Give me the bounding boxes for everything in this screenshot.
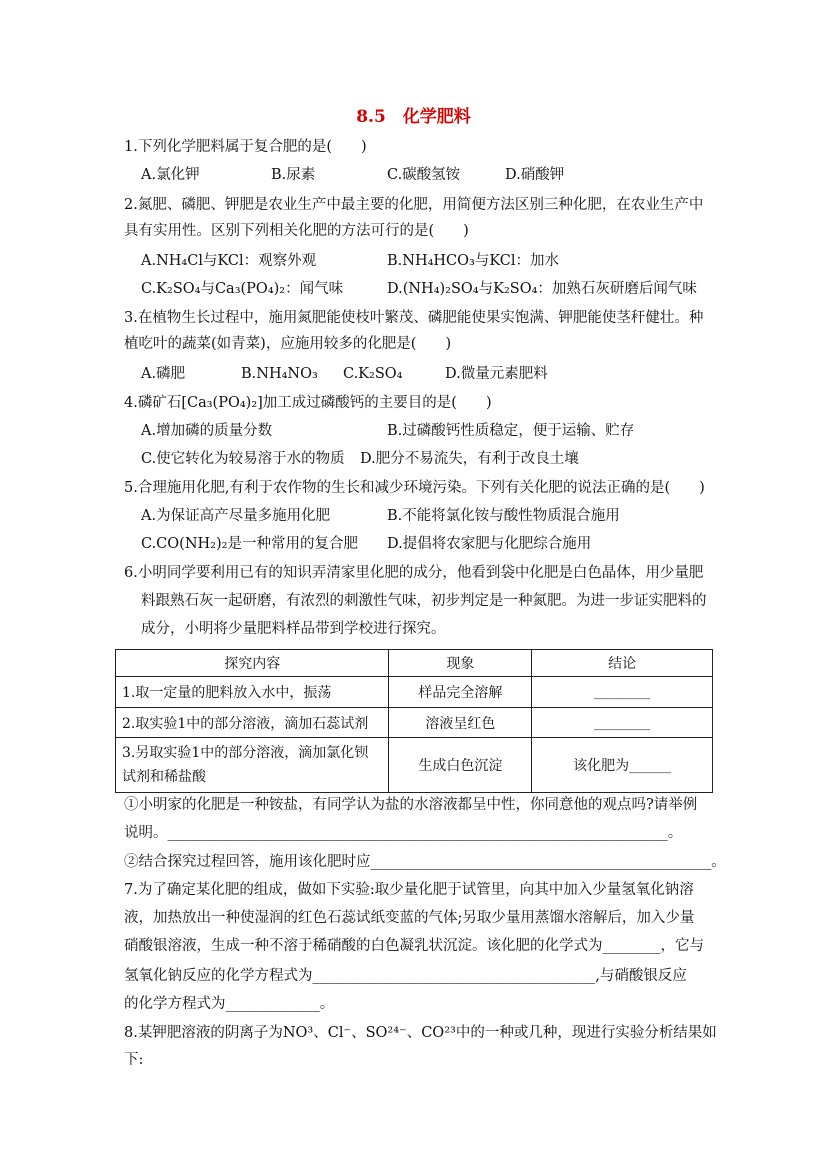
q1-stem: 1.下列化学肥料属于复合肥的是( ) — [124, 139, 367, 155]
q7-line4: 氢氧化钠反应的化学方程式为_______________________________________,与硝酸银反应 — [124, 968, 687, 984]
table-header-conclusion: 结论 — [532, 650, 713, 677]
q3-option-a: A.磷肥 — [141, 366, 186, 382]
q2-option-d: D.(NH₄)₂SO₄与K₂SO₄：加熟石灰研磨后闻气味 — [387, 281, 697, 297]
q1-option-a: A.氯化钾 — [141, 167, 200, 183]
q6-line3: 成分，小明将少量肥料样品带到学校进行探究。 — [141, 621, 446, 637]
q6-sub1-line2: 说明。_____________________________________________________________________。 — [124, 825, 683, 841]
q3-line1: 3.在植物生长过程中，施用氮肥能使枝叶繁茂、磷肥能使果实饱满、钾肥能使茎秆健壮。种 — [124, 310, 704, 326]
table-row — [116, 708, 713, 738]
table-header-phenomenon: 现象 — [389, 650, 532, 677]
table-cell-conclusion: ________ — [532, 708, 713, 738]
q2-option-a: A.NH₄Cl与KCl：观察外观 — [141, 253, 317, 269]
q2-option-b: B.NH₄HCO₃与KCl：加水 — [387, 253, 560, 269]
q4-option-c: C.使它转化为较易溶于水的物质 — [141, 451, 345, 467]
table-cell-content: 1.取一定量的肥料放入水中，振荡 — [116, 677, 389, 708]
q4-option-b: B.过磷酸钙性质稳定，便于运输、贮存 — [387, 423, 635, 439]
table-header-row — [116, 650, 713, 677]
q4-stem: 4.磷矿石[Ca₃(PO₄)₂]加工成过磷酸钙的主要目的是( ) — [124, 395, 492, 411]
q6-sub2: ②结合探究过程回答，施用该化肥时应_______________________________________________。 — [124, 854, 726, 870]
table-cell-phenomenon: 生成白色沉淀 — [389, 738, 532, 793]
q3-option-c: C.K₂SO₄ — [343, 366, 403, 382]
q1-option-b: B.尿素 — [271, 167, 316, 183]
q4-option-d: D.肥分不易流失，有利于改良土壤 — [360, 451, 579, 467]
q8-line2: 下: — [124, 1052, 144, 1068]
q4-option-a: A.增加磷的质量分数 — [141, 423, 273, 439]
table-cell-conclusion: 该化肥为______ — [532, 738, 713, 793]
q7-line2: 液，加热放出一种使湿润的红色石蕊试纸变蓝的气体;另取少量用蒸馏水溶解后，加入少量 — [124, 910, 695, 926]
q2-line2: 具有实用性。区别下列相关化肥的方法可行的是( ) — [124, 223, 469, 239]
table-cell-conclusion: ________ — [532, 677, 713, 708]
page-title: 8.5 化学肥料 — [356, 107, 471, 127]
q8-line1: 8.某钾肥溶液的阴离子为NO³、Cl⁻、SO²⁴⁻、CO²³中的一种或几种，现进行实验分析结果如 — [124, 1025, 717, 1041]
table-cell-content-line1: 3.另取实验1中的部分溶液，滴加氯化钡 — [122, 745, 369, 761]
table-header-content: 探究内容 — [116, 650, 389, 677]
table-row — [116, 738, 713, 793]
investigation-table — [115, 649, 713, 793]
q1-option-c: C.碳酸氢铵 — [387, 167, 461, 183]
q1-option-d: D.硝酸钾 — [505, 167, 565, 183]
q3-line2: 植吃叶的蔬菜(如青菜)，应施用较多的化肥是( ) — [124, 336, 452, 352]
q3-option-b: B.NH₄NO₃ — [241, 366, 318, 382]
q5-option-a: A.为保证高产尽量多施用化肥 — [141, 508, 331, 524]
q6-line2: 料跟熟石灰一起研磨，有浓烈的刺激性气味，初步判定是一种氮肥。为进一步证实肥料的 — [141, 593, 707, 609]
q7-line5: 的化学方程式为_____________。 — [124, 996, 335, 1012]
table-cell-content — [116, 738, 389, 793]
table-cell-content-line2: 试剂和稀盐酸 — [122, 769, 206, 785]
q5-stem: 5.合理施用化肥,有利于农作物的生长和减少环境污染。下列有关化肥的说法正确的是( ) — [124, 480, 705, 496]
q5-option-c: C.CO(NH₂)₂是一种常用的复合肥 — [141, 536, 358, 552]
q6-sub1-line1: ①小明家的化肥是一种铵盐，有同学认为盐的水溶液都呈中性，你同意他的观点吗?请举例 — [124, 797, 698, 813]
q5-option-d: D.提倡将农家肥与化肥综合施用 — [387, 536, 592, 552]
q3-option-d: D.微量元素肥料 — [445, 366, 548, 382]
q2-line1: 2.氮肥、磷肥、钾肥是农业生产中最主要的化肥，用简便方法区别三种化肥，在农业生产中 — [124, 197, 704, 213]
q2-option-c: C.K₂SO₄与Ca₃(PO₄)₂：闻气味 — [141, 281, 344, 297]
q5-option-b: B.不能将氯化铵与酸性物质混合施用 — [387, 508, 620, 524]
q7-line1: 7.为了确定某化肥的组成，做如下实验:取少量化肥于试管里，向其中加入少量氢氧化钠溶 — [124, 882, 694, 898]
table-cell-phenomenon: 溶液呈红色 — [389, 708, 532, 738]
q6-line1: 6.小明同学要利用已有的知识弄清家里化肥的成分，他看到袋中化肥是白色晶体，用少量肥 — [124, 565, 704, 581]
table-row — [116, 677, 713, 708]
table-cell-phenomenon: 样品完全溶解 — [389, 677, 532, 708]
q7-line3: 硝酸银溶液，生成一种不溶于稀硝酸的白色凝乳状沉淀。该化肥的化学式为________，它与 — [124, 938, 704, 954]
table-cell-content: 2.取实验1中的部分溶液，滴加石蕊试剂 — [116, 708, 389, 738]
